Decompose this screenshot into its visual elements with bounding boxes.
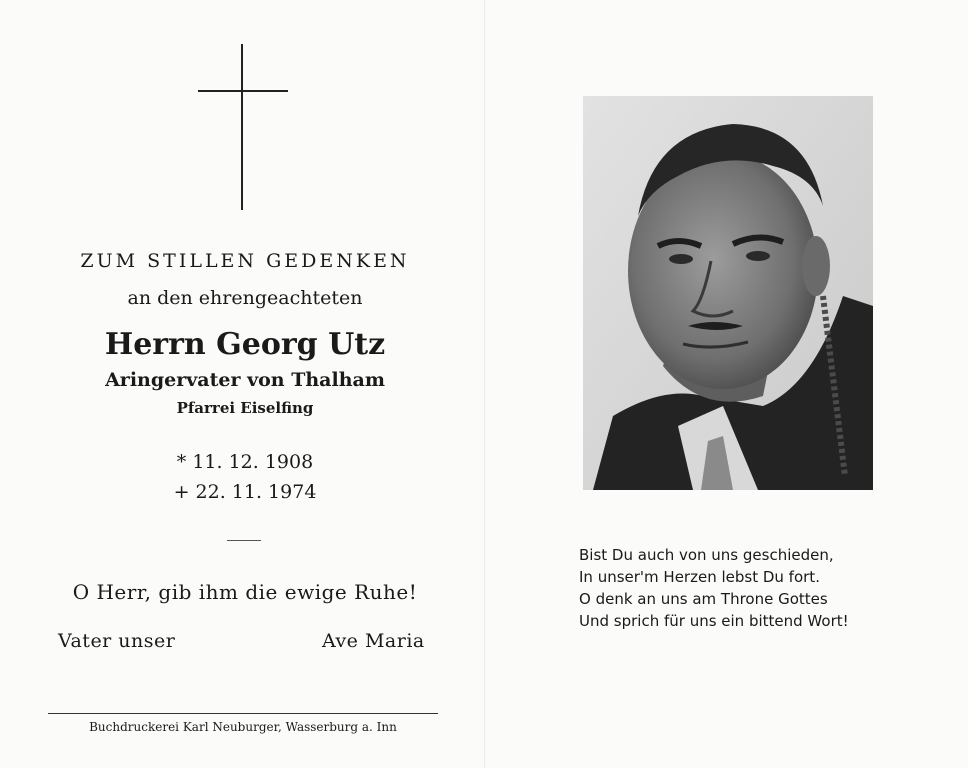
heading: ZUM STILLEN GEDENKEN <box>80 250 410 272</box>
card-fold <box>484 0 485 768</box>
deceased-name: Herrn Georg Utz <box>104 327 386 362</box>
poem-line-3: O denk an uns am Throne Gottes <box>579 590 828 608</box>
birth-date: * 11. 12. 1908 <box>176 451 314 473</box>
divider <box>227 540 261 541</box>
prayer-ave-maria: Ave Maria <box>322 630 425 652</box>
deceased-role: Aringervater von Thalham <box>105 369 385 391</box>
intro-text: an den ehrengeachteten <box>127 287 363 309</box>
parish: Pfarrei Eiselfing <box>176 399 314 417</box>
printer-credit: Buchdruckerei Karl Neuburger, Wasserburg a. Inn <box>89 720 397 734</box>
death-date: + 22. 11. 1974 <box>173 481 317 503</box>
prayer-line: O Herr, gib ihm die ewige Ruhe! <box>72 580 418 604</box>
poem-line-2: In unser'm Herzen lebst Du fort. <box>579 568 820 586</box>
poem-line-1: Bist Du auch von uns geschieden, <box>579 546 834 564</box>
footer-rule <box>48 713 438 714</box>
portrait-photo <box>583 96 873 490</box>
portrait-image <box>583 96 873 490</box>
poem-line-4: Und sprich für uns ein bittend Wort! <box>579 612 849 630</box>
poem <box>579 544 849 632</box>
cross-icon <box>198 44 288 210</box>
prayer-vater-unser: Vater unser <box>58 630 176 652</box>
